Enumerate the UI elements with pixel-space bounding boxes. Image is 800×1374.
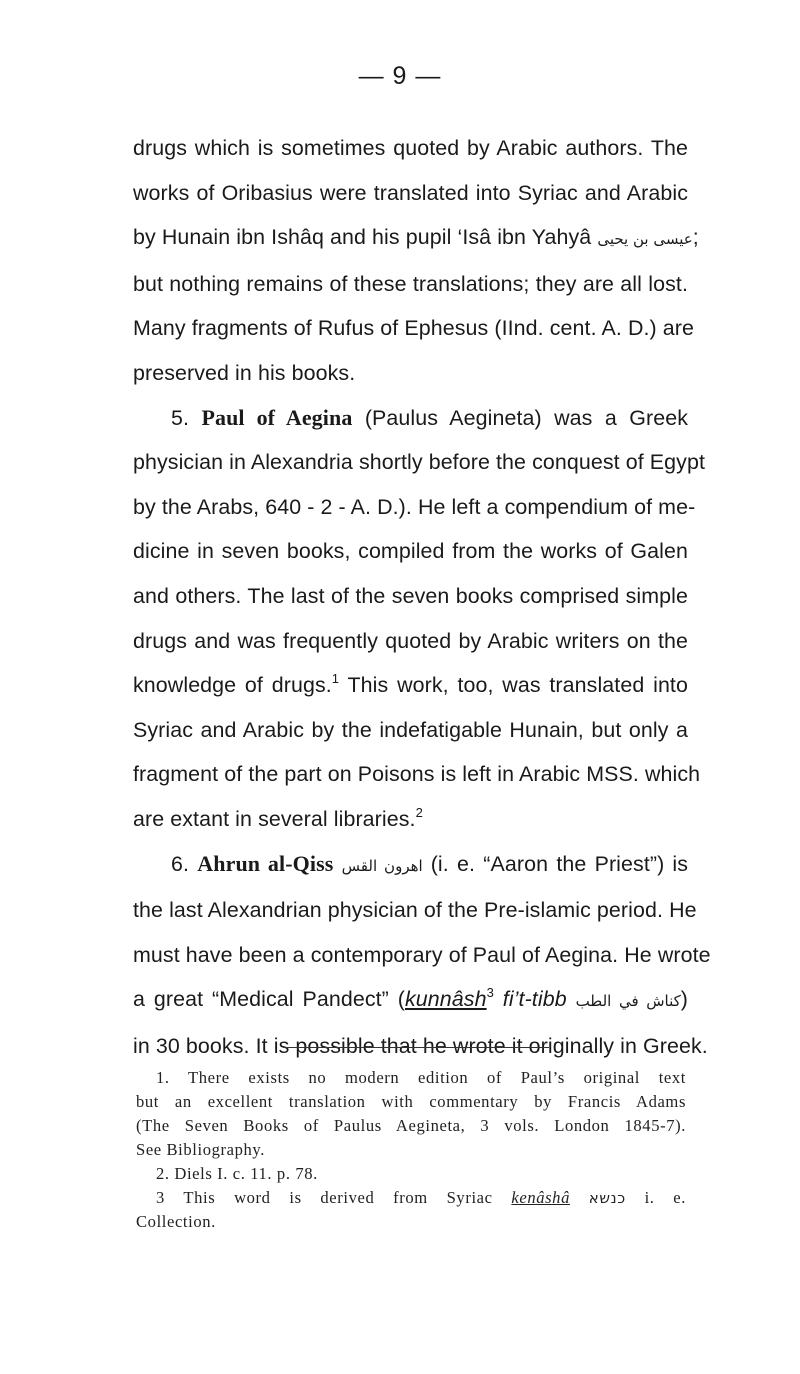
text-line — [133, 797, 688, 842]
text-line: the last Alexandrian physician of the Pre-islamic period. He — [133, 898, 697, 923]
arabic-name: اهرون القس — [341, 856, 423, 875]
text-segment: a great “Medical Pandect” ( — [133, 987, 405, 1012]
text-line: by the Arabs, 640 - 2 - A. D.). He left a compendium of me- — [133, 494, 696, 519]
footnote-line: (The Seven Books of Paulus Aegineta, 3 vols. London 1845-7). — [136, 1116, 686, 1135]
italic-term: kunnâsh — [405, 987, 487, 1012]
text-line: and others. The last of the seven books comprised simple — [133, 583, 688, 608]
text-line: physician in Alexandria shortly before the conquest of Egypt — [133, 450, 706, 475]
footnote-ref[interactable]: 3 — [486, 985, 494, 1001]
text-segment: (Paulus Aegineta) was a Greek — [364, 405, 688, 430]
text-segment: ) — [680, 987, 688, 1012]
text-line: works of Oribasius were translated into Syriac and Arabic — [133, 180, 688, 205]
footnote-divider — [283, 1047, 549, 1048]
heading-name: Paul of Aegina — [201, 404, 353, 430]
text-segment: ; — [692, 225, 699, 250]
text-line: fragment of the part on Poisons is left in Arabic MSS. which — [133, 762, 701, 787]
italic-term: kenâshâ — [511, 1188, 570, 1207]
text-segment: (i. e. “Aaron the Priest”) is — [430, 851, 688, 876]
footnotes — [136, 1066, 686, 1234]
text-line — [133, 663, 688, 708]
page-number: — 9 — — [358, 62, 442, 90]
text-line — [133, 977, 688, 1024]
italic-term: fi’t-tibb — [502, 987, 567, 1012]
item-number: 6. — [171, 851, 190, 876]
text-segment: i. e. — [644, 1188, 687, 1207]
footnote-ref[interactable]: 2 — [415, 804, 423, 820]
text-line — [133, 396, 688, 441]
body-text — [133, 126, 711, 1068]
footnote-line — [136, 1186, 686, 1210]
footnote-line: See Bibliography. — [136, 1140, 265, 1159]
text-segment: This work, too, was translated into — [347, 673, 688, 698]
footnote-line: but an excellent translation with commentary by Francis Adams — [136, 1092, 686, 1111]
syriac-word: כנשא — [588, 1189, 626, 1207]
heading-name: Ahrun al-Qiss — [197, 850, 334, 876]
text-segment: are extant in several libraries. — [133, 806, 416, 831]
text-line: dicine in seven books, compiled from the works of Galen — [133, 539, 688, 564]
text-line: in 30 books. It is possible that he wrote it originally in Greek. — [133, 1033, 708, 1058]
text-line: preserved in his books. — [133, 360, 356, 385]
arabic-title: كناش في الطب — [575, 992, 681, 1011]
footnote-line: 1. There exists no modern edition of Paul’s original text — [156, 1068, 686, 1087]
text-segment: by Hunain ibn Ishâq and his pupil ‘Isâ ibn Yahyâ — [133, 225, 592, 250]
arabic-name: عيسى بن يحيى — [597, 230, 693, 249]
text-line: must have been a contemporary of Paul of Aegina. He wrote — [133, 942, 711, 967]
footnote-line: Collection. — [136, 1212, 216, 1231]
item-number: 5. — [171, 405, 190, 430]
text-line: Syriac and Arabic by the indefatigable Hunain, but only a — [133, 717, 688, 742]
text-segment: knowledge of drugs. — [133, 673, 332, 698]
footnote-line: 2. Diels I. c. 11. p. 78. — [156, 1164, 318, 1183]
text-line: Many fragments of Rufus of Ephesus (IInd. cent. A. D.) are — [133, 316, 695, 341]
text-segment: 3 This word is derived from Syriac — [156, 1188, 493, 1207]
text-line: drugs and was frequently quoted by Arabic writers on the — [133, 628, 688, 653]
footnote-ref[interactable]: 1 — [331, 671, 340, 687]
text-line: drugs which is sometimes quoted by Arabic authors. The — [133, 136, 688, 160]
text-line: but nothing remains of these translations; they are all lost. — [133, 271, 688, 296]
text-line — [133, 842, 688, 889]
text-line — [133, 215, 699, 262]
